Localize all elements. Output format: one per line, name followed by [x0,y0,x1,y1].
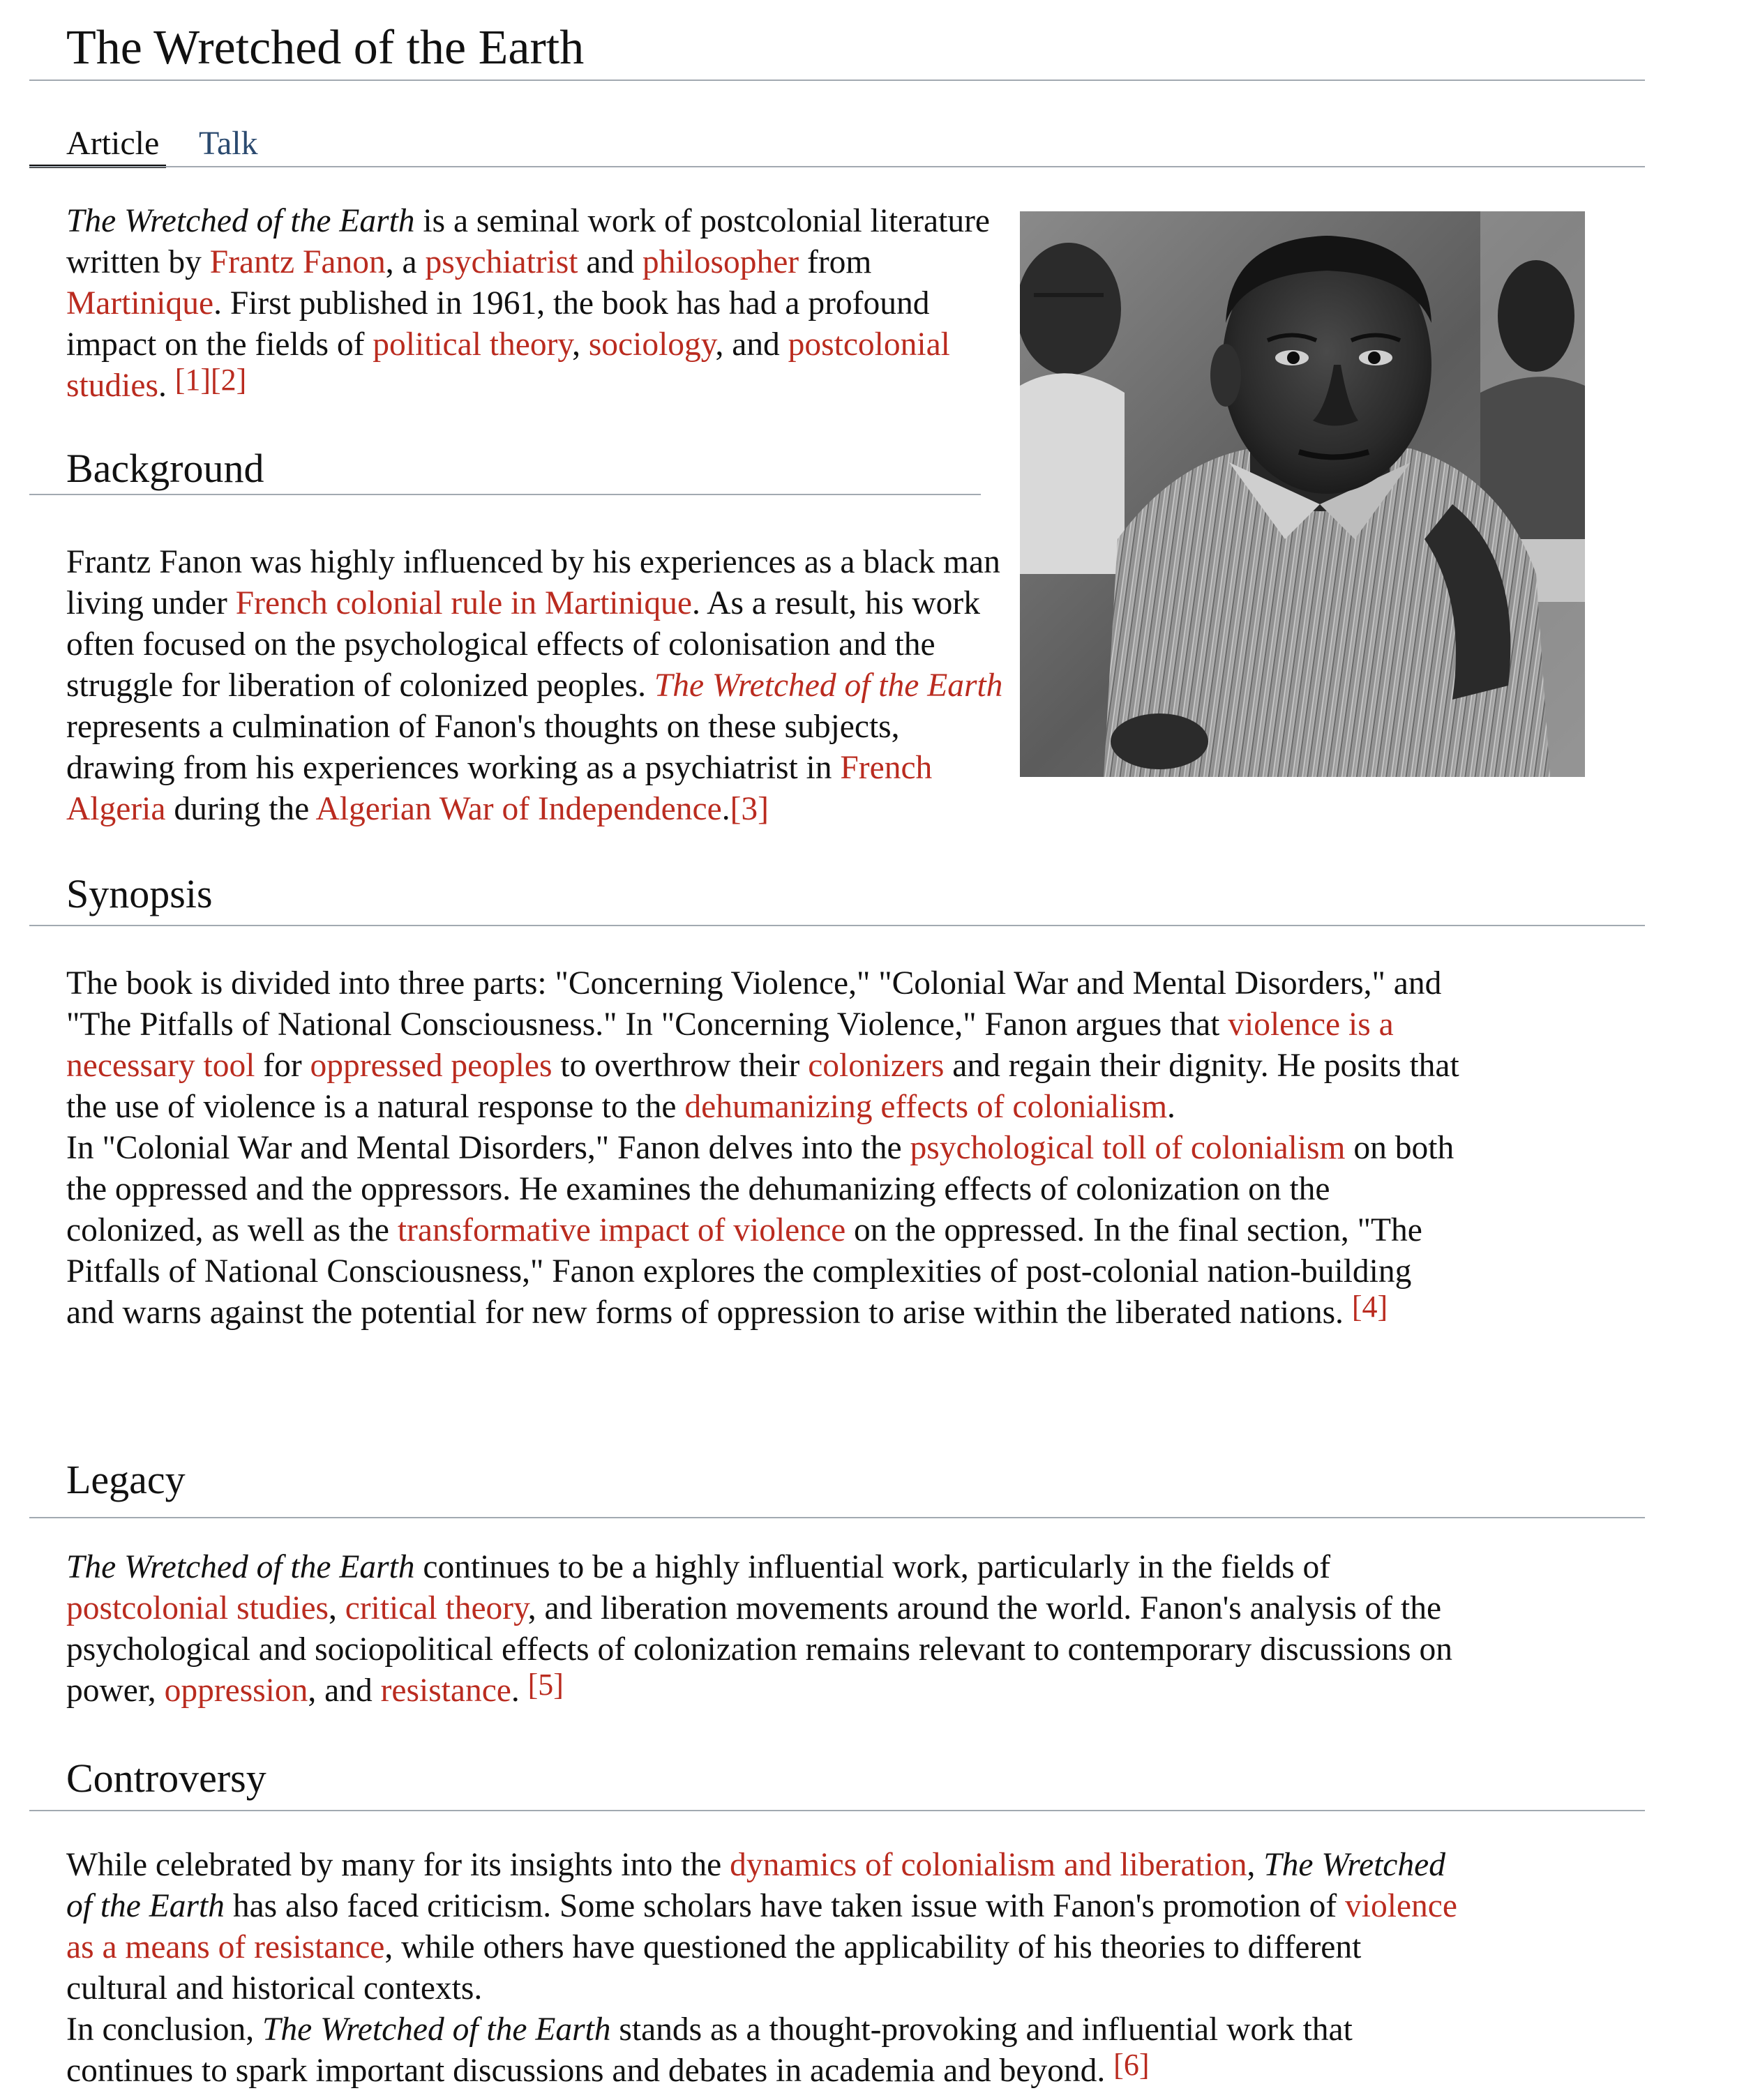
controversy-section [66,1845,1461,2092]
title-divider [29,80,1645,81]
controversy-divider [29,1810,1645,1811]
citation-ref[interactable]: [5] [527,1668,564,1702]
background-divider [29,494,981,495]
portrait-image [1020,211,1585,777]
citation-ref[interactable]: [6] [1113,2048,1150,2082]
citation-ref[interactable]: [1][2] [174,363,247,397]
book-title-italic: The Wretched of the Earth [66,203,415,239]
link-colonizers[interactable]: colonizers [808,1048,945,1084]
synopsis-divider [29,925,1645,926]
citation-ref[interactable]: [3] [730,791,769,827]
tab-divider [29,166,1645,167]
synopsis-paragraph-1: The book is divided into three parts: "Concerning Violence," "Colonial War and Mental Disorders," and "The Pitfalls of National Consciousness." In "Concerning Violence," Fanon argues that violence is a necessary tool for oppressed peoples to overthrow their colonizers and regain their dignity. He posits that the use of violence is a natural response to the dehumanizing effects of colonialism. [66,965,1459,1125]
link-resistance[interactable]: resistance [380,1672,511,1709]
tab-article[interactable]: Article [66,125,160,162]
heading-background: Background [66,446,264,491]
link-violence-necessary-tool[interactable]: violence is a necessary tool [66,1006,1394,1084]
link-postcolonial-studies[interactable]: postcolonial studies [66,326,950,404]
link-dynamics-colonialism[interactable]: dynamics of colonialism and liberation [730,1847,1247,1883]
controversy-paragraph-2: In conclusion, The Wretched of the Earth stands as a thought-provoking and influential work that continues to spark important discussions and debates in academia and beyond. [6] [66,2011,1353,2089]
synopsis-section [66,963,1461,1334]
portrait-photo [1020,211,1585,777]
link-french-algeria[interactable]: French Algeria [66,750,933,827]
link-sociology[interactable]: sociology [588,326,716,363]
book-title-italic: The Wretched of the Earth [262,2011,611,2048]
controversy-paragraph-1: While celebrated by many for its insights into the dynamics of colonialism and liberation, The Wretched of the Earth has also faced criticism. Some scholars have taken issue with Fanon's promotion of violence as a means of resistance, while others have questioned the applicability of his theories to different cultural and historical contexts. [66,1847,1457,2007]
link-dehumanizing-effects[interactable]: dehumanizing effects of colonialism [684,1089,1168,1125]
heading-synopsis: Synopsis [66,871,213,916]
link-psychological-toll[interactable]: psychological toll of colonialism [910,1130,1346,1166]
link-transformative-impact[interactable]: transformative impact of violence [397,1212,846,1248]
link-psychiatrist[interactable]: psychiatrist [425,244,578,280]
intro-paragraph: The Wretched of the Earth is a seminal work of postcolonial literature written by Frantz Fanon, a psychiatrist and philosopher from Martinique. First published in 1961, the book has had a profound impact on the fields of political theory, sociology, and postcolonial studies. [1][2] [66,203,990,404]
link-political-theory[interactable]: political theory [373,326,573,363]
link-oppression[interactable]: oppression [164,1672,308,1709]
heading-controversy: Controversy [66,1755,266,1801]
heading-legacy: Legacy [66,1457,186,1502]
synopsis-paragraph-2: In "Colonial War and Mental Disorders," Fanon delves into the psychological toll of colonialism on both the oppressed and the oppressors. He examines the dehumanizing effects of colonization on the colonized, as well as the transformative impact of violence on the oppressed. In the final section, "The Pitfalls of National Consciousness," Fanon explores the complexities of post-colonial nation-building and warns against the potential for new forms of oppression to arise within the liberated nations. [4] [66,1130,1454,1331]
book-title-italic: The Wretched of the Earth [66,1847,1445,1924]
link-algerian-war[interactable]: Algerian War of Independence [315,791,722,827]
link-philosopher[interactable]: philosopher [642,244,799,280]
legacy-paragraph: The Wretched of the Earth continues to be a highly influential work, particularly in the fields of postcolonial studies, critical theory, and liberation movements around the world. Fanon's analysis of the psychological and sociopolitical effects of colonization remains relevant to contemporary discussions on power, oppression, and resistance. [5] [66,1549,1452,1709]
link-frantz-fanon[interactable]: Frantz Fanon [209,244,386,280]
book-title-italic: The Wretched of the Earth [66,1549,415,1585]
page-title: The Wretched of the Earth [66,21,585,75]
link-martinique[interactable]: Martinique [66,285,214,322]
tab-talk[interactable]: Talk [199,125,258,162]
link-book-title[interactable]: The Wretched of the Earth [654,667,1003,704]
link-postcolonial-studies[interactable]: postcolonial studies [66,1590,329,1626]
citation-ref[interactable]: [4] [1351,1290,1388,1324]
link-oppressed-peoples[interactable]: oppressed peoples [310,1048,552,1084]
link-french-colonial-rule[interactable]: French colonial rule in Martinique [235,585,693,621]
link-violence-means-resistance[interactable]: violence as a means of resistance [66,1888,1457,1965]
link-critical-theory[interactable]: critical theory [345,1590,528,1626]
background-paragraph: Frantz Fanon was highly influenced by his experiences as a black man living under French colonial rule in Martinique. As a result, his work often focused on the psychological effects of colonisation and the struggle for liberation of colonized peoples. The Wretched of the Earth represents a culmination of Fanon's thoughts on these subjects, drawing from his experiences working as a psychiatrist in French Algeria during the Algerian War of Independence.[3] [66,544,1003,827]
legacy-divider [29,1517,1645,1518]
